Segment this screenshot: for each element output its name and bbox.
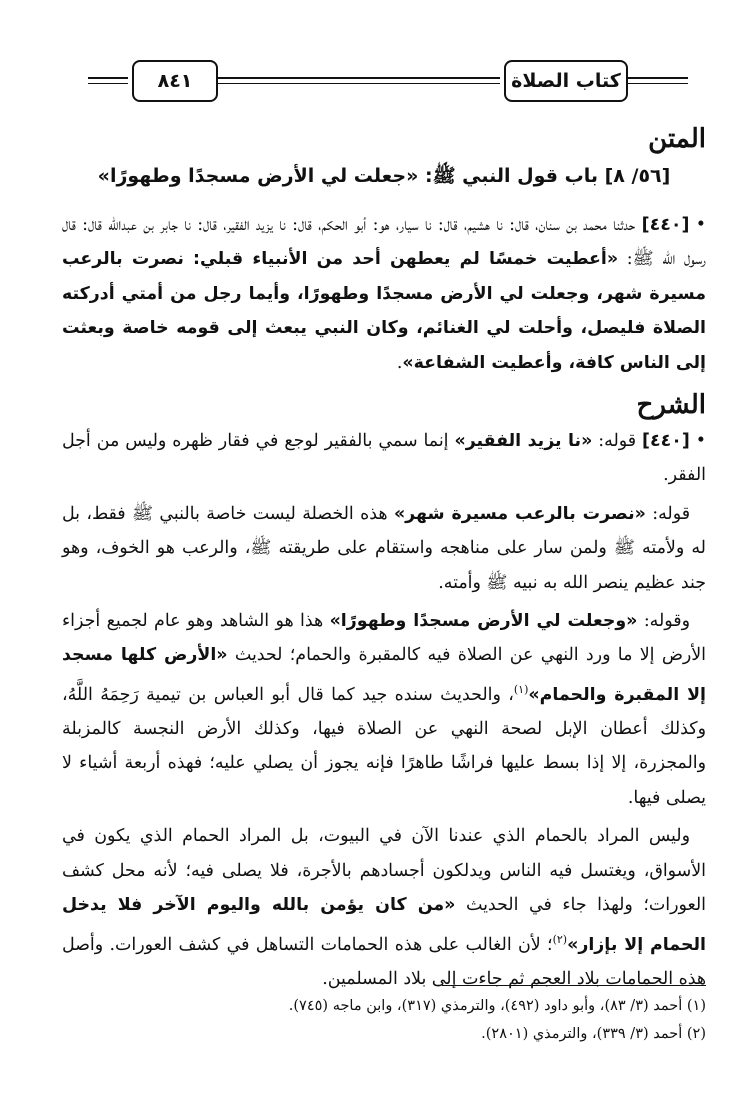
sharh-p4-quote: «من كان يؤمن بالله واليوم الآخر فلا يدخل الحمام إلا بإزار» [62, 895, 706, 955]
sharh-paragraph-3 [62, 604, 706, 815]
header-rule-right-thin [628, 83, 688, 84]
sharh-p3-pre: وقوله: [643, 611, 690, 632]
page-body [62, 120, 706, 996]
book-title: كتاب الصلاة [504, 60, 628, 102]
sharh-p2-pre: قوله: [652, 503, 691, 524]
sharh-p1-rest: إنما سمي بالفقير لوجع في فقار ظهره وليس من أجل الفقر. [62, 431, 706, 486]
sharh-p2-quote: «نصرت بالرعب مسيرة شهر» [393, 503, 646, 524]
footnote-1: (١) أحمد (٣/ ٨٣)، وأبو داود (٤٩٢)، والترمذي (٣١٧)، وابن ماجه (٧٤٥). [288, 998, 706, 1014]
sharh-paragraph-1 [62, 424, 706, 493]
matn-label: المتن [648, 124, 706, 154]
hadith-paragraph [62, 208, 706, 380]
hadith-number: [٤٤٠] [641, 215, 690, 235]
sharh-p4-pre: وليس المراد بالحمام الذي عندنا الآن في البيوت، بل المراد الحمام الذي يكون في الأسواق، ويغتسل فيه الناس ويدلكون أجسادهم بالأجرة، فلا يصلى فيه؛ لأنه محل كشف العورات؛ ولهذا جاء في الحديث [62, 826, 707, 916]
hadith-matn: «أعطيت خمسًا لم يعطهن أحد من الأنبياء قبلي: نصرت بالرعب مسيرة شهر، وجعلت لي الأرض مسجدًا وطهورًا، وأيما رجل من أمتي أدركته الصلاة فليصل، وأحلت لي الغنائم، وكان النبي يبعث إلى قومه خاصة وبعثت إلى الناس كافة، وأعطيت الشفاعة» [62, 249, 706, 373]
header-rule-middle [218, 77, 500, 79]
sharh-paragraph-4 [62, 819, 706, 996]
hadith-end: . [396, 352, 403, 373]
sharh-p1-pre: قوله: [598, 431, 637, 452]
page-header [88, 60, 688, 106]
sharh-p1-quote: «نا يزيد الفقير» [454, 431, 593, 452]
sharh-paragraph-2 [62, 497, 706, 600]
header-rule-right [628, 77, 688, 79]
footnote-2: (٢) أحمد (٣/ ٣٣٩)، والترمذي (٢٨٠١). [481, 1026, 706, 1042]
sharh-number: [٤٤٠] [642, 431, 690, 452]
sharh-p3-mid: هذا هو الشاهد وهو عام لجميع أجزاء الأرض إلا ما ورد النهي عن الصلاة فيه كالمقبرة والحمام؛ لحديث [62, 611, 706, 666]
sharh-p3-quote2: «الأرض كلها مسجد إلا المقبرة والحمام» [62, 645, 706, 705]
sharh-p4-rest: ؛ لأن الغالب على هذه الحمامات التساهل في كشف العورات. وأصل هذه الحمامات بلاد العجم ثم جاءت إلى بلاد المسلمين. [62, 934, 706, 989]
page-number: ٨٤١ [132, 60, 218, 102]
header-rule-left [88, 77, 128, 79]
hadith-bullet: • [695, 215, 707, 235]
footnote-ref-1[interactable]: (١) [513, 682, 529, 696]
sharh-label: الشرح [636, 390, 706, 421]
sharh-p3-quote: «وجعلت لي الأرض مسجدًا وطهورًا» [329, 611, 638, 632]
hadith-isnad: حدثنا محمد بن سنان، قال: نا هشيم، قال: نا سيار، هو: أبو الحكم، قال: نا يزيد الفقير، قال: نا جابر بن عبدالله قال: قال رسول الله ﷺ: [62, 215, 706, 270]
footnote-divider [442, 985, 706, 986]
sharh-p2-rest: هذه الخصلة ليست خاصة بالنبي ﷺ فقط، بل له ولأمته ﷺ ولمن سار على مناهجه واستقام على طريقته ﷺ، والرعب هو الخوف، وهو جند عظيم ينصر الله به نبيه ﷺ وأمته. [62, 503, 706, 593]
chapter-title: [٥٦/ ٨] باب قول النبي ﷺ: «جعلت لي الأرض مسجدًا وطهورًا» [97, 165, 671, 187]
header-rule-middle-thin [218, 83, 500, 84]
sharh-bullet: • [695, 431, 707, 452]
footnote-ref-2[interactable]: (٢) [552, 932, 568, 946]
sharh-p3-rest: ، والحديث سنده جيد كما قال أبو العباس بن تيمية رَحِمَهُ اللَّهُ، وكذلك أعطان الإبل لصحة النهي عن الصلاة فيها، وكذلك الأرض النجسة كالمزبلة والمجزرة، إلا إذا بسط عليها فراشًا طاهرًا فإنه يجوز أن يصلي عليه؛ فهذه أربعة أشياء لا يصلى فيها. [62, 684, 706, 808]
footnotes [62, 992, 706, 1048]
header-rule-left-thin [88, 83, 128, 84]
